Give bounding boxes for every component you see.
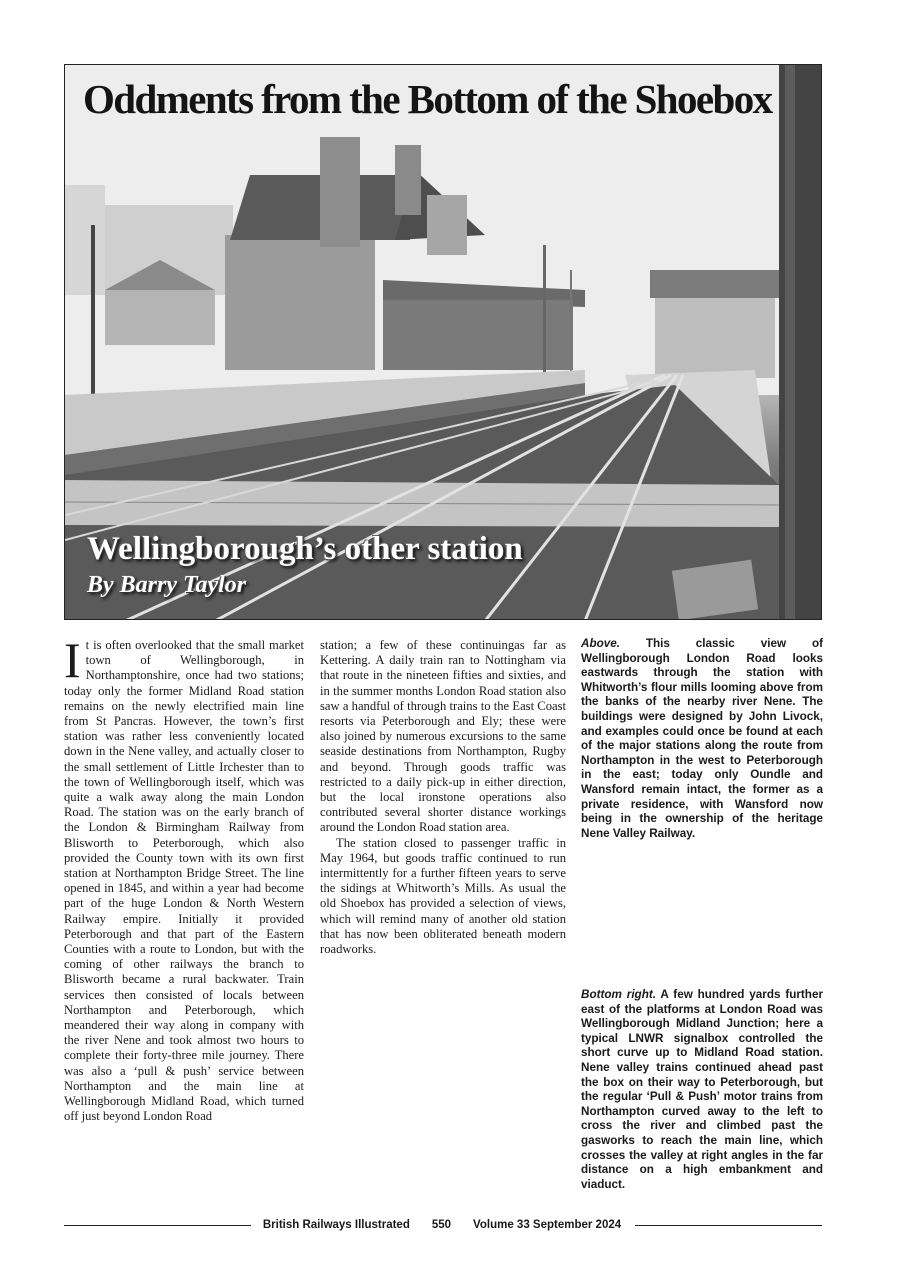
caption-bottom-lead: Bottom right. (581, 988, 656, 1001)
caption-above-lead: Above. (581, 637, 620, 650)
station-photo (64, 64, 822, 620)
article-paragraph-1-continued: station; a few of these continuingas far as Kettering. A daily train ran to Nottingham via that route in the nineteen fifties and sixties, and in the summer months London Road station also saw a handful of through trains to the East Coast resorts via Peterborough and Ely; these were also joined by numerous excursions to the same seaside destinations from Northampton, Rugby and beyond. Through goods traffic was restricted to a daily pick-up in either direction, but the local ironstone operations also contributed several shorter distance workings around the London Road station area. (320, 638, 566, 835)
article-paragraph-1: t is often overlooked that the small market town of Wellingborough, in Northamptonshire, once had two stations; today only the former Midland Road station remains on the newly electrified main line from St Pancras. However, the town’s first station was rather less conveniently located down in the Nene valley, and actually closer to the small settlement of Little Irchester than to the town of Wellingborough itself, which was quite a walk away along the main London Road. The station was on the early branch of the London & Birmingham Railway from Blisworth to Peterborough, which also provided the County town with its own first station at Northampton Bridge Street. The line opened in 1845, and within a year had become part of the huge London & North Western Railway empire. Initially it provided Peterborough and that part of the Eastern Counties with a route to London, but with the coming of other railways the branch to Blisworth became a rural backwater. Train services then consisted of locals between Northampton and Peterborough, which meandered their way along in company with the river Nene and took almost two hours to complete their forty-three mile journey. There was also a ‘pull & push’ service between Northampton and the main line at Wellingborough Midland Road, which turned off just beyond London Road (64, 638, 304, 1124)
caption-bottom-right (581, 988, 823, 1192)
page-footer (64, 1215, 822, 1235)
footer-volume: Volume 33 September 2024 (473, 1219, 622, 1231)
caption-bottom-text: A few hundred yards further east of the platforms at London Road was Wellingborough Midland Junction; here a typical LNWR signalbox controlled the short curve up to Midland Road station. Nene valley trains continued ahead past the box on their way to Peterborough, but the regular ‘Pull & Push’ motor trains from Northampton curved away to the left to cross the river and climbed past the gasworks to reach the main line, which crosses the valley at right angles in the far distance on a high embankment and viaduct. (581, 988, 823, 1191)
article-column-2 (320, 638, 566, 957)
footer-rule-right (635, 1225, 822, 1226)
caption-above (581, 637, 823, 841)
article-paragraph-2: The station closed to passenger traffic in May 1964, but goods traffic continued to run intermittently for a further fifteen years to serve the sidings at Whitworth’s Mills. As usual the old Shoebox has provided a selection of views, which will remind many of another old station that has now been obliterated beneath modern roadworks. (320, 835, 566, 957)
caption-above-text: This classic view of Wellingborough London Road looks eastwards through the station with Whitworth’s flour mills looming above from the banks of the nearby river Nene. The buildings were designed by John Livock, and examples could once be found at each of the major stations along the route from Northampton in the west to Peterborough in the east; today only Oundle and Wansford remain intact, the former as a private residence, with Wansford now being in the ownership of the heritage Nene Valley Railway. (581, 637, 823, 840)
page-title: Oddments from the Bottom of the Shoebox (83, 76, 772, 122)
footer-publication: British Railways Illustrated (262, 1219, 410, 1231)
article-column-1 (64, 632, 304, 1125)
dropcap: I (64, 632, 81, 688)
footer-rule-left (64, 1225, 251, 1226)
footer-page-number: 550 (431, 1219, 452, 1231)
byline: By Barry Taylor (87, 572, 247, 598)
article-subtitle: Wellingborough’s other station (87, 531, 523, 567)
